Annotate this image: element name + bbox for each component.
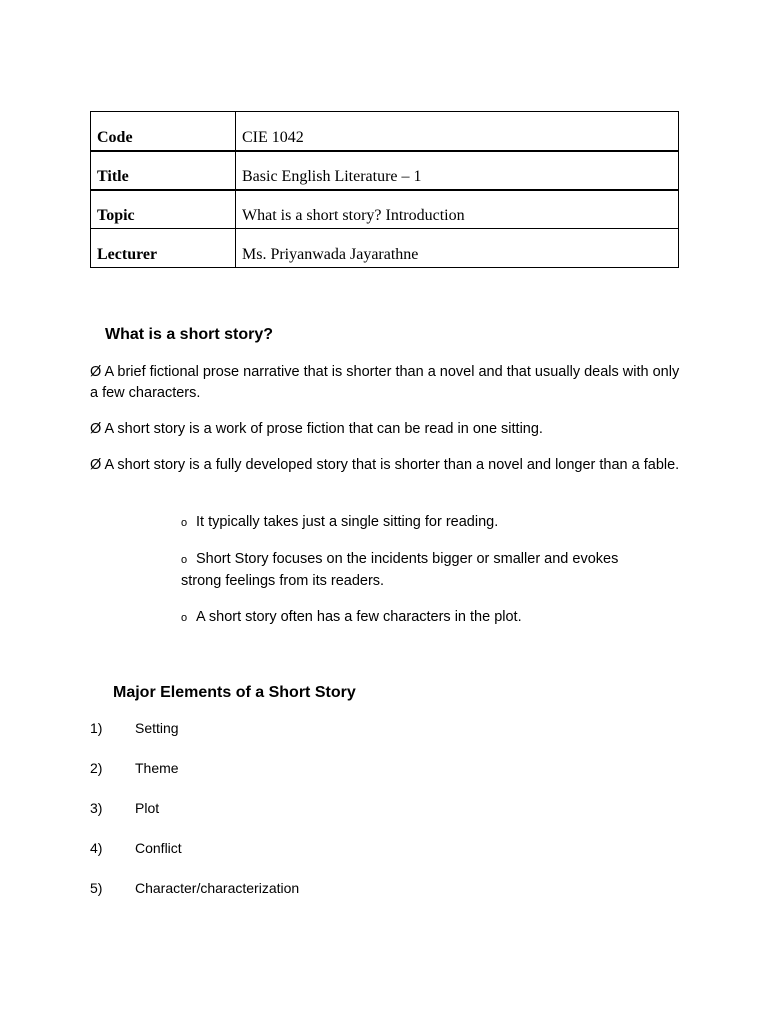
sub-point-text: A short story often has a few characters in the plot. — [196, 609, 522, 625]
definition-point — [90, 419, 680, 440]
table-value: What is a short story? Introduction — [236, 190, 679, 229]
list-number: 3) — [90, 800, 103, 816]
sub-point — [181, 549, 661, 592]
table-value: Ms. Priyanwada Jayarathne — [236, 229, 679, 268]
table-label: Topic — [91, 190, 236, 229]
list-number: 1) — [90, 720, 103, 736]
section-heading-short-story: What is a short story? — [105, 326, 274, 343]
list-number: 2) — [90, 760, 103, 776]
section-heading-major-elements: Major Elements of a Short Story — [113, 684, 356, 701]
list-item — [90, 720, 299, 760]
list-item-text: Theme — [135, 760, 179, 776]
circle-bullet-icon: o — [181, 612, 188, 624]
list-number: 4) — [90, 840, 103, 856]
bullet-symbol-icon: Ø — [90, 421, 102, 437]
point-text: A short story is a work of prose fiction that can be read in one sitting. — [104, 421, 543, 437]
table-value: Basic English Literature – 1 — [236, 151, 679, 190]
list-item-text: Character/characterization — [135, 880, 300, 896]
bullet-symbol-icon: Ø — [90, 364, 102, 380]
elements-list — [90, 720, 299, 920]
sub-point-text: Short Story focuses on the incidents bigger or smaller and evokes strong feelings from its readers. — [181, 551, 619, 589]
bullet-symbol-icon: Ø — [90, 457, 102, 473]
list-item — [90, 840, 299, 880]
table-value: CIE 1042 — [236, 112, 679, 151]
list-item — [90, 800, 299, 840]
point-text: A short story is a fully developed story that is shorter than a novel and longer than a fable. — [104, 457, 680, 473]
definition-point — [90, 455, 680, 476]
list-item — [90, 880, 299, 920]
point-text: A brief fictional prose narrative that is shorter than a novel and that usually deals with only a few characters. — [90, 364, 680, 401]
definition-point — [90, 362, 680, 404]
sub-point — [181, 512, 661, 534]
table-row-topic — [91, 190, 679, 229]
table-label: Code — [91, 112, 236, 151]
course-info-table — [90, 111, 679, 268]
table-row-lecturer — [91, 229, 679, 268]
list-item-text: Setting — [135, 720, 179, 736]
circle-bullet-icon: o — [181, 517, 188, 529]
circle-bullet-icon: o — [181, 554, 188, 566]
list-item-text: Conflict — [135, 840, 182, 856]
sub-point — [181, 607, 661, 629]
table-row-title — [91, 151, 679, 190]
list-item-text: Plot — [135, 800, 160, 816]
list-item — [90, 760, 299, 800]
table-label: Lecturer — [91, 229, 236, 268]
table-row-code — [91, 112, 679, 151]
sub-point-text: It typically takes just a single sitting for reading. — [196, 514, 499, 530]
table-label: Title — [91, 151, 236, 190]
list-number: 5) — [90, 880, 103, 896]
